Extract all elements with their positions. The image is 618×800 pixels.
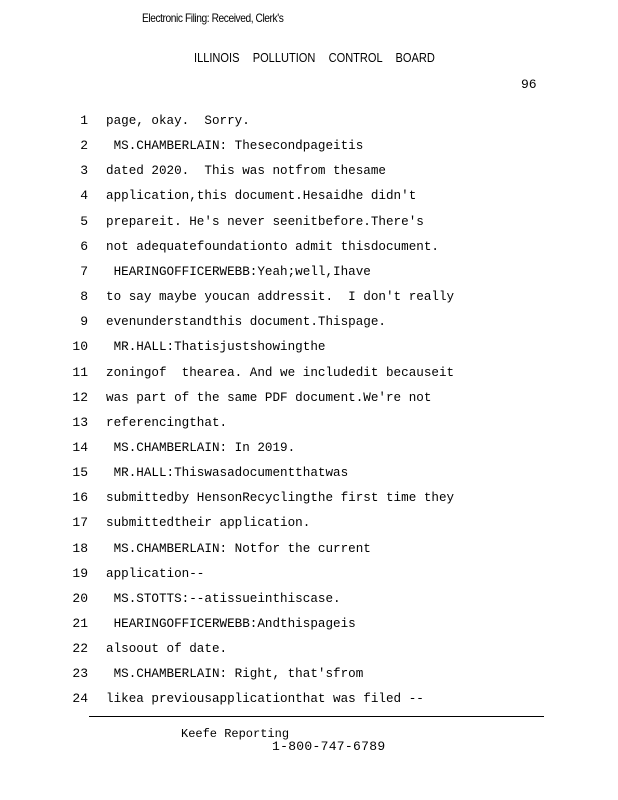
line-text: was part of the same PDF document.We're not: [106, 389, 432, 405]
line-number: 15: [72, 465, 88, 481]
line-number: 2: [80, 138, 88, 154]
line-text: not adequatefoundationto admit thisdocument.: [106, 238, 439, 254]
line-text: page, okay. Sorry.: [106, 113, 250, 128]
line-number: 12: [72, 389, 88, 405]
line-number: 21: [72, 616, 88, 631]
line-number: 7: [80, 263, 88, 279]
line-number: 5: [80, 213, 88, 229]
line-text: to say maybe youcan addressit. I don't really: [106, 289, 455, 305]
line-number: 4: [80, 188, 88, 204]
line-number: 18: [72, 540, 88, 556]
line-text: HEARINGOFFICERWEBB:Yeah;well,Ihave: [106, 263, 371, 279]
line-text: MS.STOTTS:--atissueinthiscase.: [106, 590, 341, 606]
transcript-line: [0, 463, 618, 483]
transcript-line: [0, 639, 618, 659]
transcript-line: [0, 312, 618, 332]
line-text: MS.CHAMBERLAIN: In 2019.: [106, 439, 296, 455]
reporting-company: Keefe Reporting: [181, 727, 290, 741]
line-number: 19: [72, 565, 88, 581]
line-number: 24: [72, 691, 88, 707]
filing-stamp: Electronic Filing: Received, Clerk's: [142, 11, 284, 25]
line-text: HEARINGOFFICERWEBB:Andthispageis: [106, 616, 356, 631]
line-text: alsoout of date.: [106, 641, 228, 657]
line-number: 6: [80, 238, 88, 254]
transcript-line: [0, 363, 618, 383]
line-number: 11: [72, 364, 88, 380]
line-number: 9: [80, 314, 88, 330]
line-text: MR.HALL:Thiswasadocumentthatwas: [106, 465, 349, 481]
transcript-line: [0, 564, 618, 584]
line-text: application--: [106, 565, 205, 581]
transcript-line: [0, 237, 618, 257]
transcript-line: [0, 614, 618, 634]
line-number: 3: [80, 163, 88, 179]
transcript-line: [0, 186, 618, 206]
line-text: dated 2020. This was notfrom thesame: [106, 163, 386, 179]
line-text: likea previousapplicationthat was filed --: [106, 691, 424, 707]
line-number: 13: [72, 414, 88, 430]
line-number: 14: [72, 439, 88, 455]
line-number: 23: [72, 666, 88, 682]
line-text: referencingthat.: [106, 414, 228, 430]
line-number: 17: [72, 515, 88, 531]
transcript-line: [0, 212, 618, 232]
transcript-line: [0, 689, 618, 709]
page-number: 96: [521, 77, 537, 92]
transcript-line: [0, 287, 618, 307]
transcript-line: [0, 488, 618, 508]
transcript-line: [0, 136, 618, 156]
line-text: MS.CHAMBERLAIN: Thesecondpageitis: [106, 138, 364, 154]
line-text: submittedtheir application.: [106, 515, 311, 531]
line-number: 10: [72, 339, 88, 355]
transcript-line: [0, 111, 618, 131]
transcript-line: [0, 337, 618, 357]
line-number: 8: [80, 289, 88, 305]
line-text: application,this document.Hesaidhe didn't: [106, 188, 417, 204]
line-number: 1: [80, 113, 88, 128]
board-title: ILLINOIS POLLUTION CONTROL BOARD: [194, 50, 435, 65]
transcript-line: [0, 388, 618, 408]
line-text: zoningof thearea. And we includedit becauseit: [106, 364, 455, 380]
line-text: submittedby HensonRecyclingthe first time they: [106, 490, 455, 506]
line-number: 22: [72, 641, 88, 657]
line-text: prepareit. He's never seenitbefore.There's: [106, 213, 424, 229]
transcript-line: [0, 513, 618, 533]
line-text: MR.HALL:Thatisjustshowingthe: [106, 339, 326, 355]
footer-divider: [89, 716, 544, 717]
transcript-line: [0, 539, 618, 559]
transcript-line: [0, 589, 618, 609]
line-number: 20: [72, 590, 88, 606]
transcript-line: [0, 161, 618, 181]
line-number: 16: [72, 490, 88, 506]
line-text: MS.CHAMBERLAIN: Right, that'sfrom: [106, 666, 364, 682]
transcript-line: [0, 413, 618, 433]
line-text: MS.CHAMBERLAIN: Notfor the current: [106, 540, 371, 556]
line-text: evenunderstandthis document.Thispage.: [106, 314, 386, 330]
reporting-phone: 1-800-747-6789: [272, 739, 386, 754]
transcript-line: [0, 438, 618, 458]
transcript-line: [0, 664, 618, 684]
transcript-line: [0, 262, 618, 282]
